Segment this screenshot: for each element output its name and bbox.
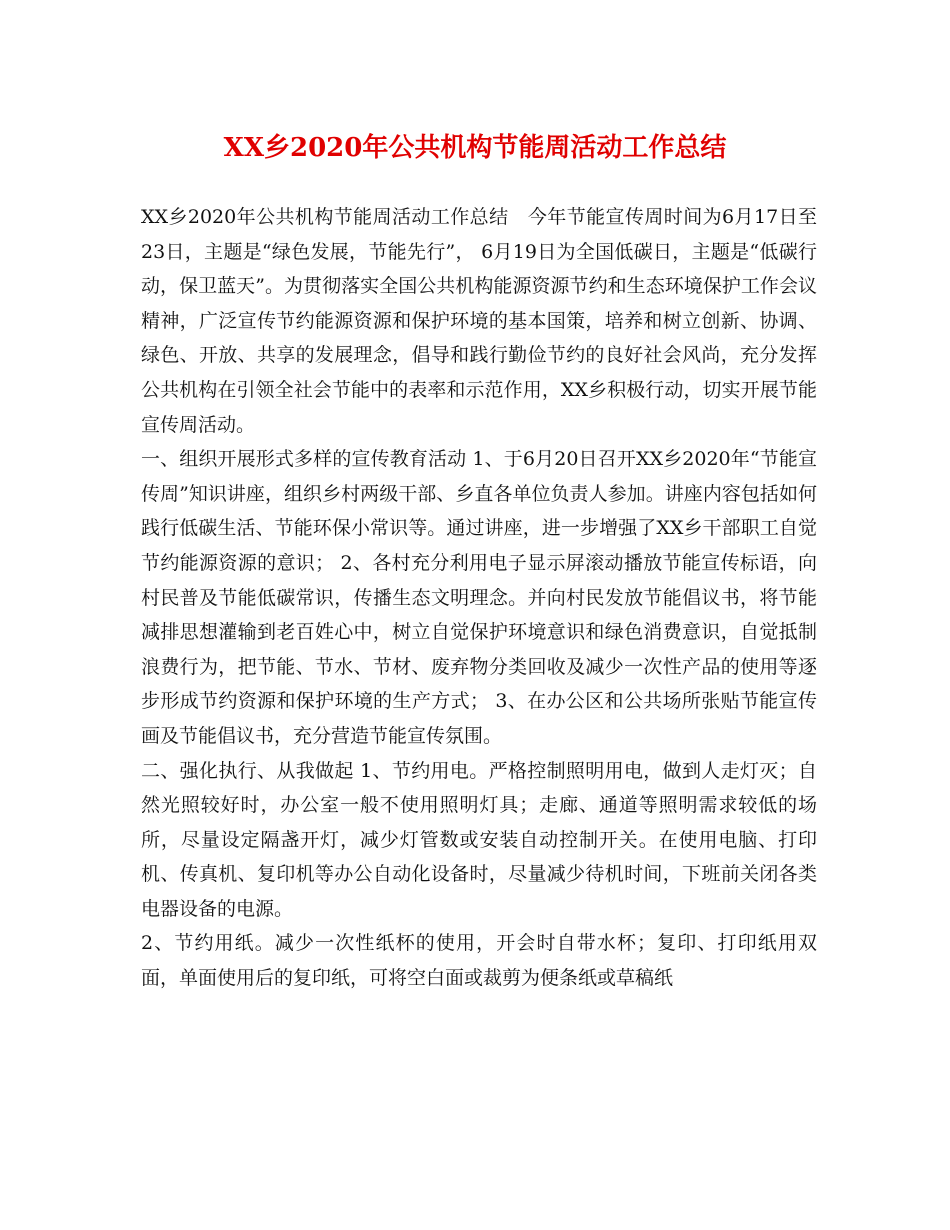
paragraph-section-1: 一、组织开展形式多样的宣传教育活动 1、于6月20日召开XX乡2020年“节能宣传周”知识讲座，组织乡村两级干部、乡直各单位负责人参加。讲座内容包括如何践行低碳生活、节能环保小常识等。通过讲座，进一步增强了XX乡干部职工自觉节约能源资源的意识； 2、各村充分利用电子显示屏滚动播放节能宣传标语，向村民普及节能低碳常识，传播生态文明理念。并向村民发放节能倡议书，将节能减排思想灌输到老百姓心中，树立自觉保护环境意识和绿色消费意识，自觉抵制浪费行为，把节能、节水、节材、废弃物分类回收及减少一次性产品的使用等逐步形成节约资源和保护环境的生产方式； 3、在办公区和公共场所张贴节能宣传画及节能倡议书，充分营造节能宣传氛围。	[141, 448, 817, 747]
paragraph-intro: XX乡2020年公共机构节能周活动工作总结 今年节能宣传周时间为6月17日至23日，主题是“绿色发展，节能先行”， 6月19日为全国低碳日，主题是“低碳行动，保卫蓝天”。为贯彻落实全国公共机构能源资源节约和生态环境保护工作会议精神，广泛宣传节约能源资源和保护环境的基本国策，培养和树立创新、协调、绿色、开放、共享的发展理念，倡导和践行勤俭节约的良好社会风尚，充分发挥公共机构在引领全社会节能中的表率和示范作用，XX乡积极行动，切实开展节能宣传周活动。	[141, 206, 817, 436]
document-title: XX乡2020年公共机构节能周活动工作总结	[223, 133, 727, 163]
paragraph-paper-saving: 2、节约用纸。减少一次性纸杯的使用，开会时自带水杯；复印、打印纸用双面，单面使用后的复印纸，可将空白面或裁剪为便条纸或草稿纸	[141, 932, 817, 990]
paragraph-section-2: 二、强化执行、从我做起 1、节约用电。严格控制照明用电，做到人走灯灭；自然光照较好时，办公室一般不使用照明灯具；走廊、通道等照明需求较低的场所，尽量设定隔盏开灯，减少灯管数或安装自动控制开关。在使用电脑、打印机、传真机、复印机等办公自动化设备时，尽量减少待机时间，下班前关闭各类电器设备的电源。	[141, 759, 817, 920]
document-body	[141, 200, 817, 996]
